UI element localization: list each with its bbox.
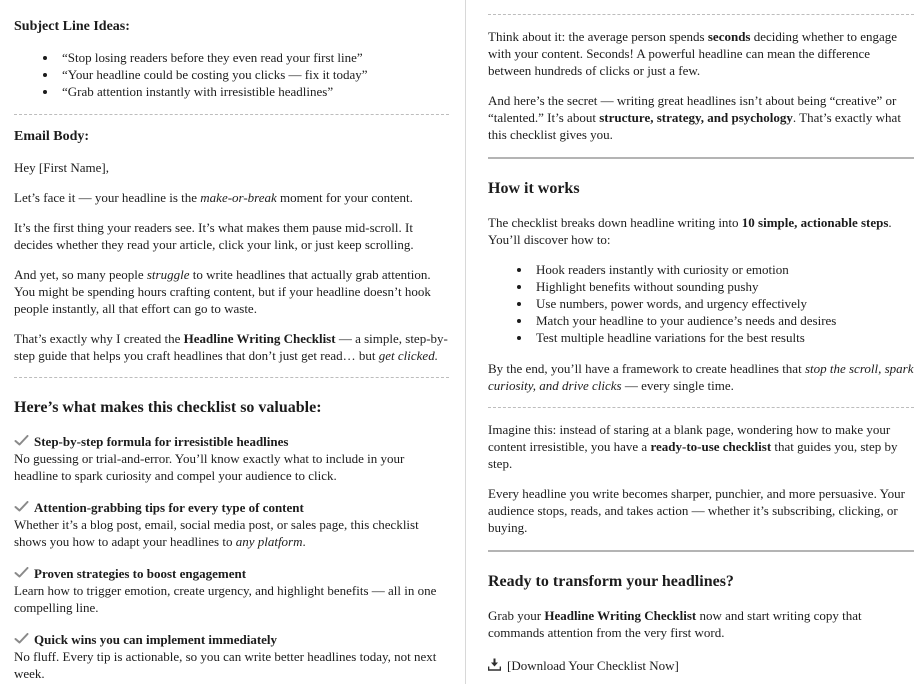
right-column <box>466 0 924 684</box>
feature-title: Quick wins you can implement immediately <box>14 631 449 648</box>
section-divider-rule <box>488 407 914 408</box>
feature-description: Whether it’s a blog post, email, social media post, or sales page, this checklist shows you how to adapt your headlines to any platform. <box>14 517 419 549</box>
body-paragraph: It’s the first thing your readers see. It’s what makes them pause mid-scroll. It decides whether they read your article, click your link, or just keep scrolling. <box>14 220 414 252</box>
download-label[interactable]: [Download Your Checklist Now] <box>507 658 679 673</box>
how-it-works-heading: How it works <box>488 180 580 197</box>
feature-title: Proven strategies to boost engagement <box>14 565 449 582</box>
section-divider-rule <box>488 14 914 15</box>
checkmark-icon <box>14 435 29 446</box>
body-paragraph: Let’s face it — your headline is the make-or-break moment for your content. <box>14 190 413 205</box>
how-list-item: • Test multiple headline variations for the best results <box>532 329 914 346</box>
greeting-text: Hey [First Name], <box>14 160 109 175</box>
feature-title: Attention-grabbing tips for every type of content <box>14 499 449 516</box>
body-paragraph: And yet, so many people struggle to write headlines that actually grab attention. You might be spending hours crafting content, but if your headline doesn’t hook people instantly, all that effort can go to waste. <box>14 267 431 316</box>
how-list-item: • Highlight benefits without sounding pushy <box>532 278 914 295</box>
feature-description: No fluff. Every tip is actionable, so you can write better headlines today, not next week. <box>14 649 437 681</box>
feature-title: Step-by-step formula for irresistible headlines <box>14 433 449 450</box>
feature-item <box>14 499 449 550</box>
download-icon[interactable] <box>488 658 501 671</box>
subject-idea-item: • “Grab attention instantly with irresistible headlines” <box>58 83 449 100</box>
how-it-works-list <box>488 261 914 346</box>
body-paragraph: That’s exactly why I created the Headline Writing Checklist — a simple, step-by-step guide that helps you craft headlines that don’t just get read… but get clicked. <box>14 331 448 363</box>
feature-item <box>14 433 449 484</box>
body-paragraph: Every headline you write becomes sharper, punchier, and more persuasive. Your audience stops, reads, and takes action — whether it’s subscribing, clicking, or buying. <box>488 486 905 535</box>
section-divider-rule <box>488 550 914 552</box>
subject-ideas-heading: Subject Line Ideas: <box>14 19 130 34</box>
download-checklist-link[interactable] <box>488 657 914 674</box>
body-paragraph: Imagine this: instead of staring at a blank page, wondering how to make your content irresistible, you have a ready-to-use checklist that guides you, step by step. <box>488 422 898 471</box>
how-intro-paragraph: The checklist breaks down headline writing into 10 simple, actionable steps. You’ll discover how to: <box>488 215 892 247</box>
section-divider-rule <box>14 114 449 115</box>
how-list-item: • Hook readers instantly with curiosity or emotion <box>532 261 914 278</box>
feature-item <box>14 565 449 616</box>
section-divider-rule <box>14 377 449 378</box>
feature-description: Learn how to trigger emotion, create urgency, and highlight benefits — all in one compelling line. <box>14 583 437 615</box>
how-outro-paragraph: By the end, you’ll have a framework to create headlines that stop the scroll, spark curiosity, and drive clicks — every single time. <box>488 361 914 393</box>
email-body-heading: Email Body: <box>14 129 90 144</box>
checkmark-icon <box>14 567 29 578</box>
section-divider-rule <box>488 157 914 159</box>
valuable-heading: Here’s what makes this checklist so valuable: <box>14 399 322 416</box>
subject-idea-item: • “Your headline could be costing you clicks — fix it today” <box>58 66 449 83</box>
subject-idea-item: • “Stop losing readers before they even read your first line” <box>58 49 449 66</box>
how-list-item: • Match your headline to your audience’s needs and desires <box>532 312 914 329</box>
feature-item <box>14 631 449 682</box>
how-list-item: • Use numbers, power words, and urgency effectively <box>532 295 914 312</box>
feature-description: No guessing or trial-and-error. You’ll know exactly what to include in your headline to spark curiosity and compel your audience to click. <box>14 451 405 483</box>
subject-ideas-list <box>14 49 449 100</box>
checkmark-icon <box>14 501 29 512</box>
body-paragraph: And here’s the secret — writing great headlines isn’t about being “creative” or “talented.” It’s about structure, strategy, and psychology. That’s exactly what this checklist gives you. <box>488 93 901 142</box>
body-paragraph: Think about it: the average person spends seconds deciding whether to engage with your content. Seconds! A powerful headline can mean the difference between hundreds of clicks or just a few. <box>488 29 898 78</box>
cta-heading: Ready to transform your headlines? <box>488 573 734 590</box>
checkmark-icon <box>14 633 29 644</box>
cta-paragraph: Grab your Headline Writing Checklist now and start writing copy that commands attention from the very first word. <box>488 608 862 640</box>
